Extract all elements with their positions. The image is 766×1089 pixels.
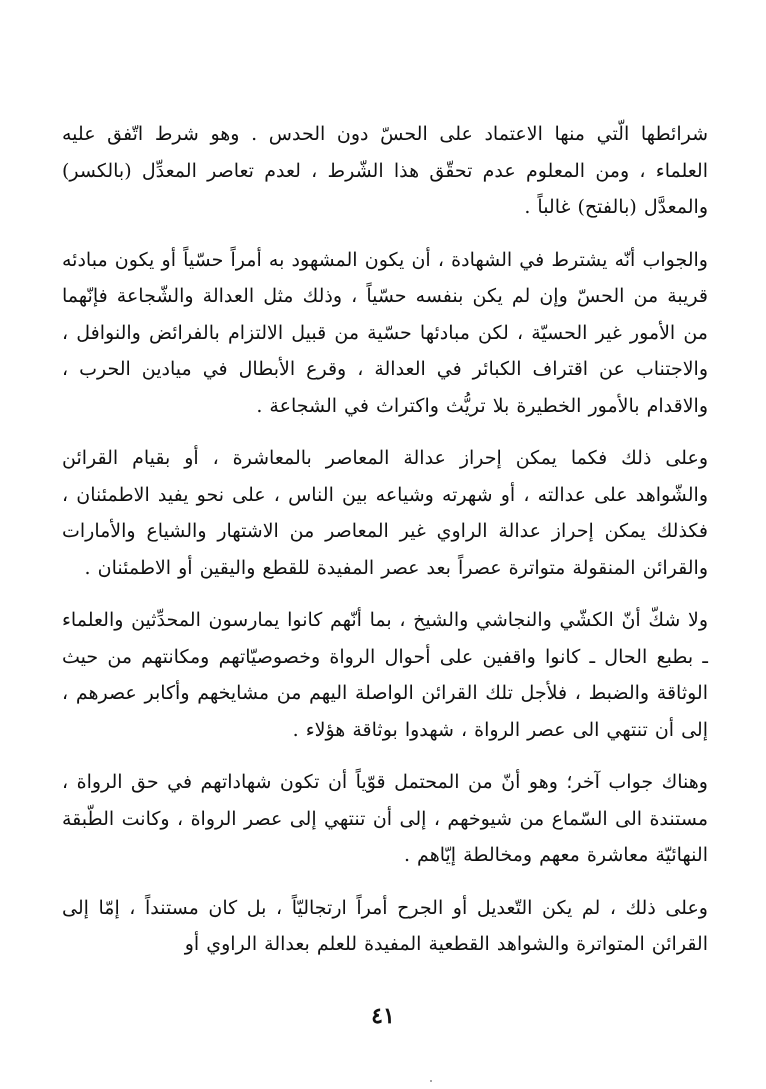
paragraph-1: شرائطها الّتي منها الاعتماد على الحسّ دون الحدس . وهو شرط اتّفق عليه العلماء ، ومن المعلوم عدم تحقّق هذا الشّرط ، لعدم تعاصر المعدِّل (بالكسر) والمعدَّل (بالفتح) غالباً . (62, 123, 708, 218)
paragraph-4: ولا شكّ أنّ الكشّي والنجاشي والشيخ ، بما أنّهم كانوا يمارسون المحدِّثين والعلماء ـ بطبع الحال ـ كانوا واقفين على أحوال الرواة وخصوصيّاتهم ومكانتهم من حيث الوثاقة والضبط ، فلأجل تلك القرائن الواصلة اليهم من مشايخهم وأكابر عصرهم ، إلى أن تنتهي الى عصر الرواة ، شهدوا بوثاقة هؤلاء . (62, 609, 708, 741)
paragraph-6: وعلى ذلك ، لم يكن التّعديل أو الجرح أمراً ارتجاليّاً ، بل كان مستنداً ، إمّا إلى القرائن المتواترة والشواهد القطعية المفيدة للعلم بعدالة الراوي أو (62, 896, 708, 955)
paragraph-2: والجواب أنّه يشترط في الشهادة ، أن يكون المشهود به أمراً حسّياً أو يكون مبادئه قريبة من الحسّ وإن لم يكن بنفسه حسّياً ، وذلك مثل العدالة والشّجاعة فإنّهما من الأمور غير الحسيّة ، لكن مبادئها حسّية من قبيل الالتزام بالفرائض والنوافل ، والاجتناب عن اقتراف الكبائر في العدالة ، وقرع الأبطال في ميادين الحرب ، والاقدام بالأمور الخطيرة بلا تريُّث واكتراث في الشجاعة . (62, 248, 708, 417)
body-text (62, 116, 708, 963)
paragraph-3: وعلى ذلك فكما يمكن إحراز عدالة المعاصر بالمعاشرة ، أو بقيام القرائن والشّواهد على عدالته ، أو شهرته وشياعه بين الناس ، على نحو يفيد الاطمئنان ، فكذلك يمكن إحراز عدالة الراوي غير المعاصر من الاشتهار والشياع والأمارات والقرائن المنقولة متواترة عصراً بعد عصر المفيدة للقطع واليقين أو الاطمئنان . (62, 447, 708, 579)
scan-speck (430, 1080, 432, 1082)
page-number: ٤١ (371, 1003, 395, 1029)
paragraph-5: وهناك جواب آخر؛ وهو أنّ من المحتمل قوّياً أن تكون شهاداتهم في حق الرواة ، مستندة الى السّماع من شيوخهم ، إلى أن تنتهي إلى عصر الرواة ، وكانت الطّبقة النهائيّة معاشرة معهم ومخالطة إيّاهم . (62, 771, 708, 866)
